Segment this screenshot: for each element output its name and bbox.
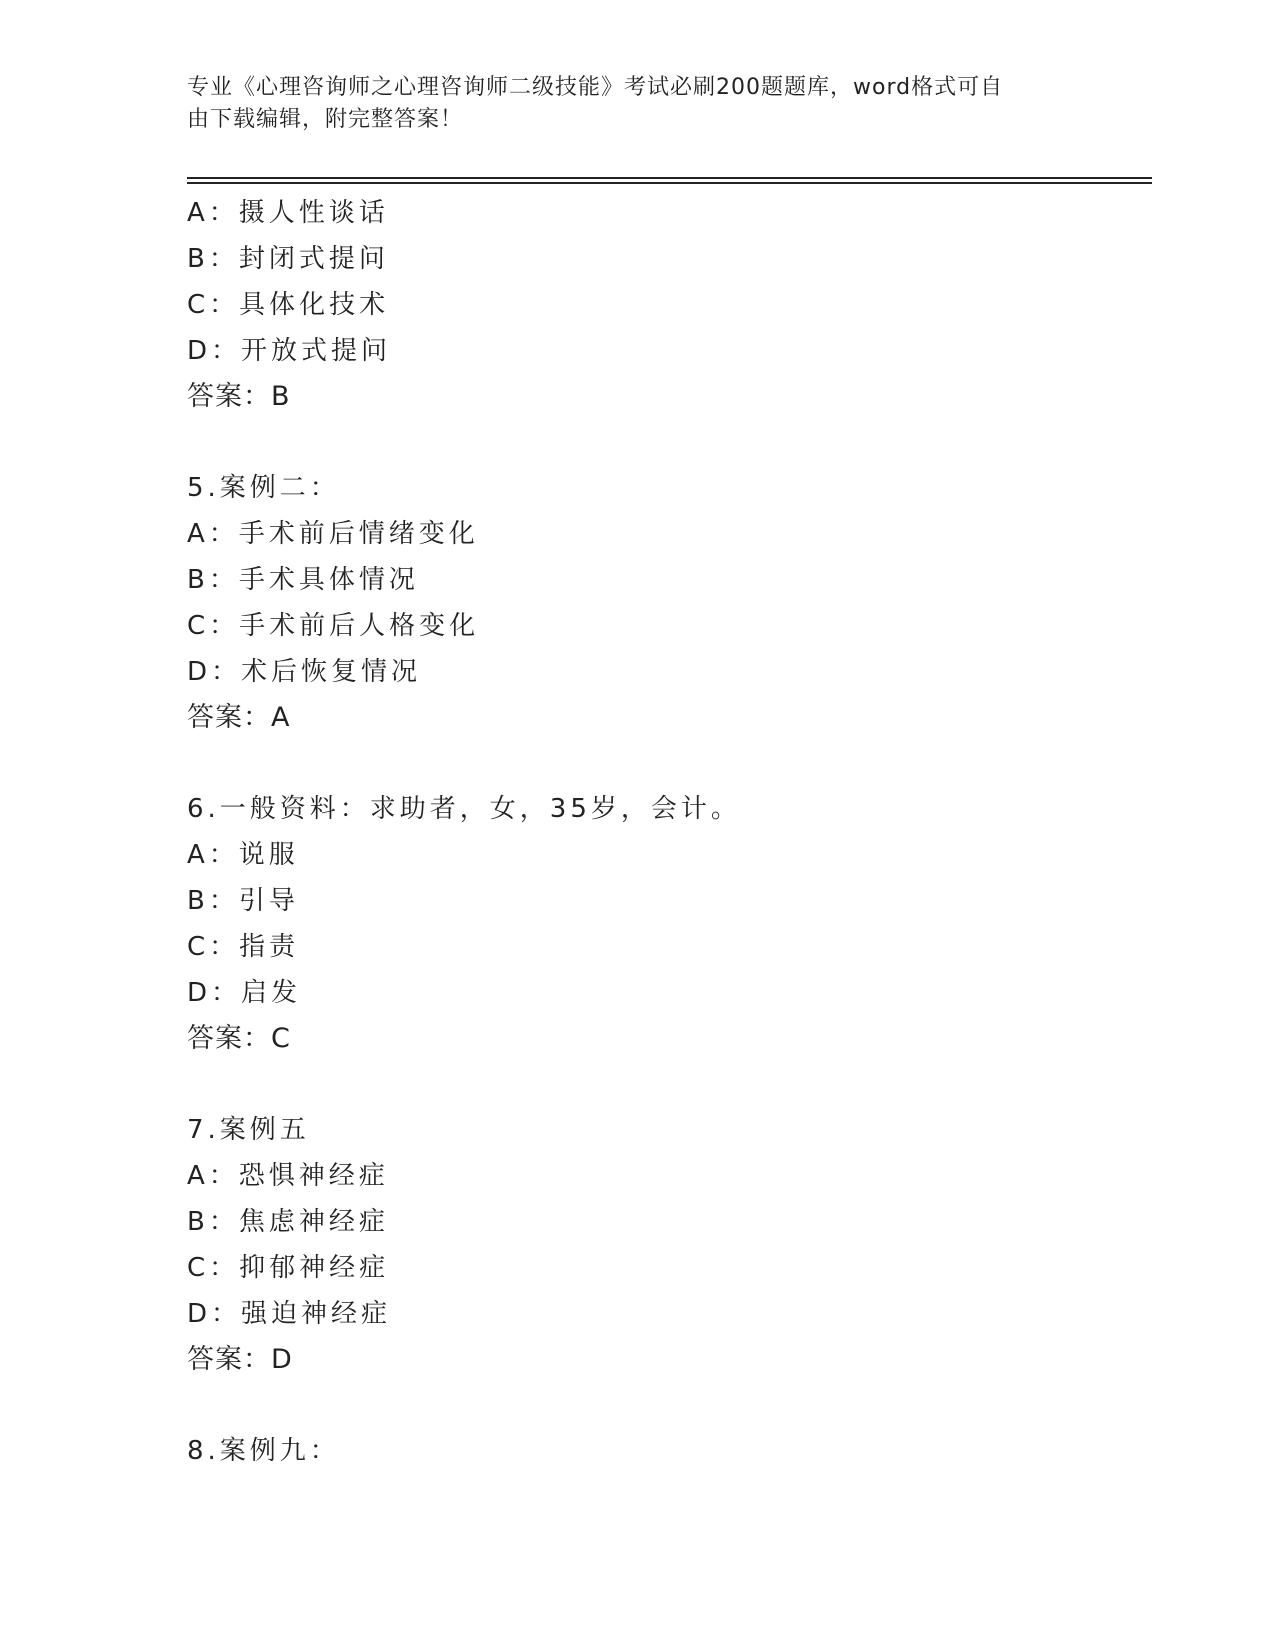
answer-label: 答案：C: [187, 1023, 291, 1054]
option-b: B：焦虑神经症: [187, 1207, 389, 1237]
spacer: [187, 1062, 1147, 1107]
option-a: A：摄人性谈话: [187, 198, 389, 228]
header-divider-top: [187, 177, 1152, 179]
option-d: D：术后恢复情况: [187, 657, 422, 687]
header-line-1: 专业《心理咨询师之心理咨询师二级技能》考试必刷200题题库，word格式可自: [187, 75, 1004, 100]
answer-label: 答案：B: [187, 381, 291, 412]
spacer: [187, 420, 1147, 465]
question-title: 5.案例二：: [187, 473, 340, 503]
option-b: B：引导: [187, 886, 299, 916]
option-c: C：具体化技术: [187, 290, 390, 320]
option-c: C：手术前后人格变化: [187, 611, 480, 641]
question-list: [187, 190, 1147, 1474]
option-a: A：手术前后情绪变化: [187, 519, 479, 549]
option-a: A：恐惧神经症: [187, 1161, 389, 1191]
question-block: [187, 1428, 1147, 1474]
option-c: C：指责: [187, 932, 300, 962]
document-header: [187, 72, 1067, 136]
question-title: 6.一般资料：求助者，女，35岁，会计。: [187, 794, 741, 824]
header-line-2: 由下载编辑，附完整答案！: [187, 107, 464, 132]
question-block: [187, 1107, 1147, 1383]
question-block: [187, 786, 1147, 1062]
answer-label: 答案：A: [187, 702, 291, 733]
option-c: C：抑郁神经症: [187, 1253, 390, 1283]
question-title: 8.案例九：: [187, 1436, 340, 1466]
question-block: [187, 465, 1147, 741]
option-b: B：封闭式提问: [187, 244, 389, 274]
option-d: D：强迫神经症: [187, 1299, 392, 1329]
answer-label: 答案：D: [187, 1344, 293, 1375]
option-a: A：说服: [187, 840, 299, 870]
header-divider-bottom: [187, 182, 1152, 184]
spacer: [187, 741, 1147, 786]
question-block: [187, 190, 1147, 420]
option-b: B：手术具体情况: [187, 565, 419, 595]
question-title: 7.案例五: [187, 1115, 310, 1145]
spacer: [187, 1383, 1147, 1428]
option-d: D：启发: [187, 978, 302, 1008]
option-d: D：开放式提问: [187, 336, 392, 366]
